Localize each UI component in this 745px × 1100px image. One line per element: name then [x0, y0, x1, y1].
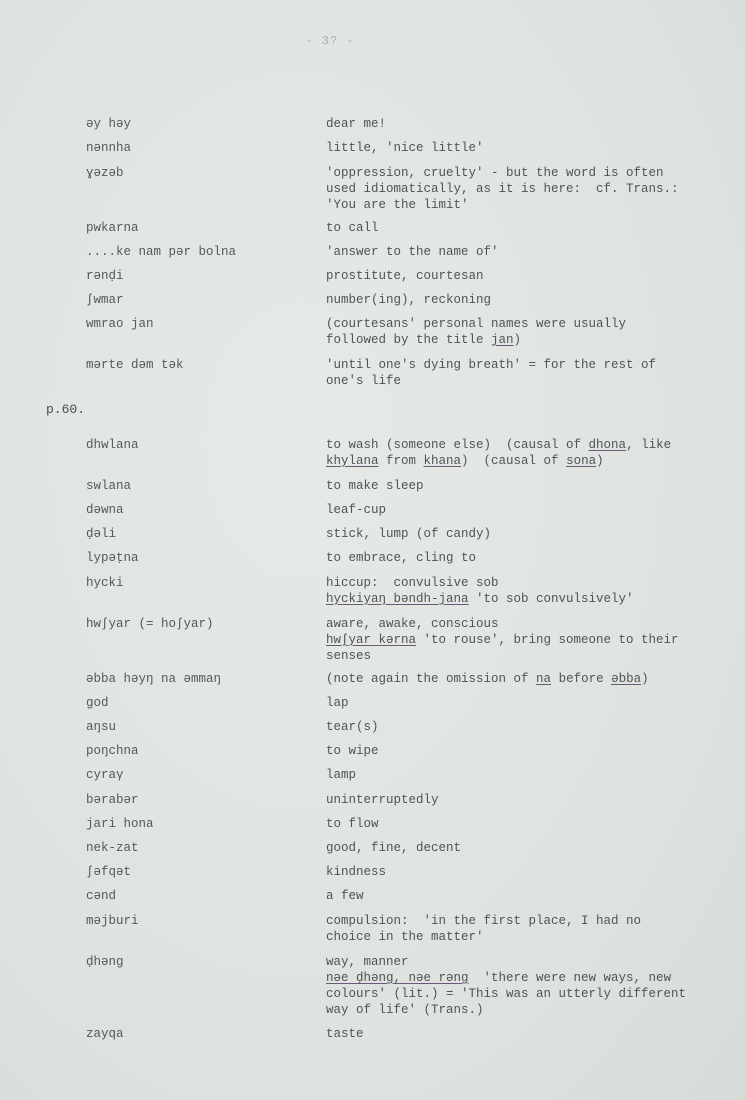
glossary-definition: to flow: [326, 817, 379, 831]
definition-text: aware, awake, conscious: [326, 617, 499, 631]
glossary-definition: lamp: [326, 768, 357, 782]
glossary-definition: tear(s): [326, 720, 379, 734]
definition-text: , like: [626, 438, 672, 452]
glossary-term: ʃwmar: [86, 293, 124, 307]
glossary-definition: 'until one's dying breath' = for the rest of one's life: [326, 358, 657, 388]
section-label: p.60.: [46, 402, 86, 417]
definition-text: 'there were new ways, new colours' (lit.) = 'This was an utterly different way of life' (Trans.): [326, 971, 687, 1017]
glossary-term: ḍəli: [86, 527, 117, 541]
glossary-term: jari hona: [86, 817, 154, 831]
glossary-term: god: [86, 696, 109, 710]
glossary-term: rənḍi: [86, 269, 124, 283]
definition-text: (note again the omission of: [326, 672, 537, 686]
glossary-term: hycki: [86, 576, 124, 590]
glossary-term: bərabər: [86, 793, 139, 807]
glossary-definition: dear me!: [326, 117, 387, 131]
glossary-term: wmrao jan: [86, 317, 154, 331]
underlined-term: nəe ḍhəng, nəe rəng: [326, 971, 469, 985]
glossary-term: cənd: [86, 889, 117, 903]
glossary-definition: to embrace, cling to: [326, 551, 477, 565]
underlined-term: dhona: [588, 438, 627, 452]
glossary-definition: to wipe: [326, 744, 379, 758]
glossary-term: mərte dəm tək: [86, 358, 184, 372]
glossary-term: swlana: [86, 479, 132, 493]
underlined-term: khana: [423, 454, 462, 468]
definition-text: way, manner: [326, 955, 409, 969]
definition-text: ): [513, 333, 522, 347]
glossary-definition: uninterruptedly: [326, 793, 439, 807]
glossary-term: dəwna: [86, 503, 124, 517]
definition-text: 'to rouse', bring someone to their senses: [326, 633, 679, 663]
glossary-term: aŋsu: [86, 720, 117, 734]
underlined-term: na: [536, 672, 552, 686]
glossary-definition: taste: [326, 1027, 364, 1041]
underlined-term: jan: [491, 333, 514, 347]
glossary-definition: stick, lump (of candy): [326, 527, 492, 541]
glossary-term: pwkarna: [86, 221, 139, 235]
page-number: - 3? -: [305, 34, 355, 48]
glossary-definition: kindness: [326, 865, 387, 879]
glossary-definition: [326, 575, 726, 607]
glossary-definition: [326, 671, 726, 687]
glossary-term: ʃəfqət: [86, 865, 132, 879]
glossary-definition: prostitute, courtesan: [326, 269, 484, 283]
glossary-definition: [326, 316, 726, 348]
glossary-definition: to call: [326, 221, 379, 235]
glossary-term: zayqa: [86, 1027, 124, 1041]
glossary-definition: compulsion: 'in the first place, I had no choice in the matter': [326, 914, 642, 944]
underlined-term: əbba: [611, 672, 642, 686]
definition-text: 'to sob convulsively': [468, 592, 634, 606]
glossary-definition: little, 'nice little': [326, 141, 484, 155]
glossary-term: poŋchna: [86, 744, 139, 758]
glossary-term: nek-zat: [86, 841, 139, 855]
underlined-term: khylana: [326, 454, 379, 468]
glossary-definition: 'oppression, cruelty' - but the word is often used idiomatically, as it is here: cf. Trans.: 'You are the limit': [326, 166, 679, 212]
glossary-term: ɣəzəb: [86, 166, 124, 180]
glossary-term: ḍhəng: [86, 955, 124, 969]
glossary-definition: to make sleep: [326, 479, 424, 493]
glossary-definition: a few: [326, 889, 364, 903]
definition-text: (courtesans' personal names were usually followed by the title: [326, 317, 627, 347]
glossary-term: ....ke nam pər bolna: [86, 245, 237, 259]
glossary-definition: [326, 954, 726, 1018]
glossary-definition: [326, 437, 726, 469]
glossary-definition: good, fine, decent: [326, 841, 462, 855]
glossary-definition: leaf-cup: [326, 503, 387, 517]
definition-text: to wash (someone else) (causal of: [326, 438, 589, 452]
glossary-term: lypəṭna: [86, 551, 139, 565]
glossary-term: əbba həyŋ na əmmaŋ: [86, 672, 222, 686]
glossary-definition: lap: [326, 696, 349, 710]
glossary-definition: number(ing), reckoning: [326, 293, 492, 307]
glossary-term: məjburi: [86, 914, 139, 928]
glossary-definition: 'answer to the name of': [326, 245, 499, 259]
definition-text: hiccup: convulsive sob: [326, 576, 499, 590]
glossary-term: dhwlana: [86, 438, 139, 452]
glossary-term: nənnha: [86, 141, 132, 155]
glossary-definition: [326, 616, 726, 664]
definition-text: ): [596, 454, 604, 468]
definition-text: ) (causal of: [461, 454, 567, 468]
definition-text: from: [378, 454, 424, 468]
glossary-term: əy həy: [86, 117, 132, 131]
glossary-term: hwʃyar (= hoʃyar): [86, 617, 214, 631]
glossary-term: cyraγ: [86, 768, 124, 782]
definition-text: ): [641, 672, 649, 686]
underlined-term: hyckiyaŋ bəndh-jana: [326, 592, 469, 606]
definition-text: before: [551, 672, 612, 686]
underlined-term: sona: [566, 454, 597, 468]
underlined-term: hwʃyar kərna: [326, 633, 417, 647]
